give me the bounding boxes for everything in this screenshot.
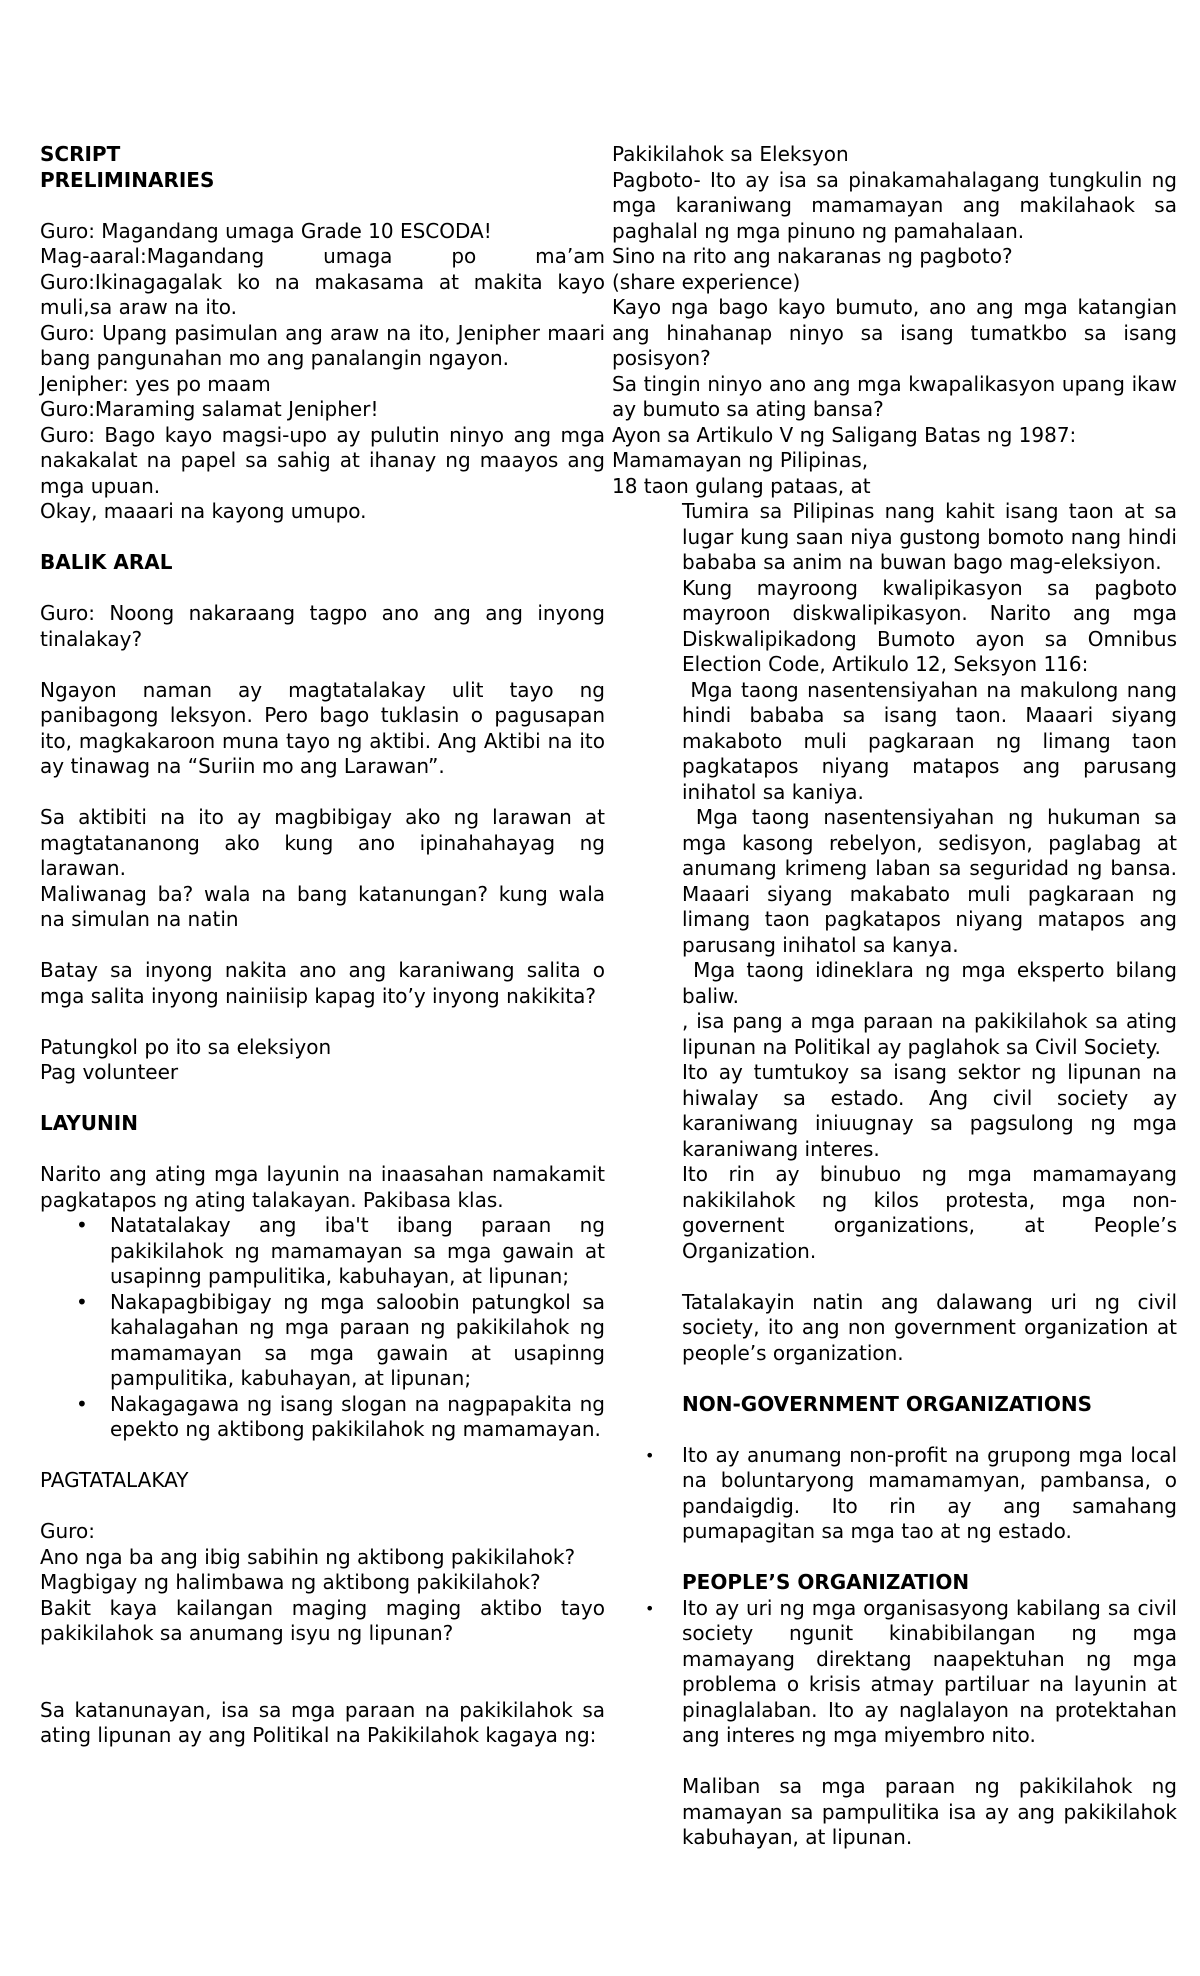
guro-label: Guro:	[40, 1519, 95, 1543]
eleksyon-title: Pakikilahok sa Eleksyon	[612, 142, 849, 166]
pagtatalakay-question: Bakit kaya kailangan maging maging aktibo tayo pakikilahok sa anumang isyu ng lipunan?	[40, 1595, 605, 1645]
maliwanag-paragraph: Maliwanag ba? wala na bang katanungan? kung wala na simulan na natin	[40, 881, 605, 931]
disqualification-item: Mga taong idineklara ng mga eksperto bilang baliw.	[682, 958, 1184, 1008]
dialogue-line: Jenipher: yes po maam	[40, 371, 271, 396]
binubuo-paragraph: Ito rin ay binubuo ng mga mamamayang nakikilahok ng kilos protesta, mga non-governent organizations, at People’s Organization.	[682, 1162, 1177, 1263]
tingin-paragraph: Sa tingin ninyo ano ang mga kwapalikasyon upang ikaw ay bumuto sa ating bansa?	[612, 371, 1177, 421]
requirement-line: Mamamayan ng Pilipinas,	[612, 448, 869, 472]
dialogue-line: Guro: Bago kayo magsi-upo ay pulutin ninyo ang mga nakakalat na papel sa sahig at ihanay ng maayos ang mga upuan.	[40, 422, 605, 498]
po-heading: PEOPLE’S ORGANIZATION	[682, 1570, 970, 1594]
bullet-icon: •	[76, 1213, 88, 1237]
ngo-item: • Ito ay anumang non-profit na grupong mga local na boluntaryong mamamamyan, pambansa, o pandaigdig. Ito rin ay ang samahang pumapagitan sa mga tao at ng estado.	[645, 1442, 1177, 1543]
batay-paragraph: Batay sa inyong nakita ano ang karaniwang salita o mga salita inyong nainiisip kapag ito’y inyong nakikita?	[40, 958, 605, 1008]
left-column	[40, 142, 605, 1749]
dialogue-line: Guro: Upang pasimulan ang araw na ito, Jenipher maari bang pangunahan mo ang panalangin ngayon.	[40, 320, 605, 370]
po-item: • Ito ay uri ng mga organisasyong kabilang sa civil society ngunit kinabibilangan ng mga mamayang direktang naapektuhan ng mga problema o krisis atmay partiluar na layunin at pinaglalaban. Ito ay naglalayon na protektahan ang interes ng mga miyembro nito.	[645, 1595, 1177, 1747]
layunin-intro: Narito ang ating mga layunin na inaasahan namakamit pagkatapos ng ating talakayan. Pakibasa klas.	[40, 1162, 605, 1212]
script-title: SCRIPT	[40, 142, 121, 166]
pagboto-paragraph: Pagboto- Ito ay isa sa pinakamahalagang tungkulin ng mga karaniwang mamamayan ang makilahaok sa paghalal ng mga pinuno ng pamahalaan.	[612, 167, 1177, 243]
answer-line: Patungkol po ito sa eleksiyon	[40, 1034, 332, 1059]
layunin-item: • Nakapagbibigay ng mga saloobin patungkol sa kahalagahan ng mga paraan ng pakikilahok ng mamamayan sa mga gawain at usapinng pampulitika, kabuhayan, at lipunan;	[76, 1289, 605, 1390]
dialogue-line: Mag-aaral:Magandang umaga po ma’am	[40, 244, 605, 268]
disqualification-item: Mga taong nasentensiyahan ng hukuman sa mga kasong rebelyon, sedisyon, paglabag at anumang krimeng laban sa seguridad ng bansa. Maaari siyang makabato muli pagkaraan ng limang taon pagkatapos niyang matapos ang parusang inihatol sa kanya.	[682, 805, 1184, 957]
pagtatalakay-question: Ano nga ba ang ibig sabihin ng aktibong pakikilahok?	[40, 1544, 576, 1569]
layunin-heading: LAYUNIN	[40, 1111, 138, 1135]
pagtatalakay-question: Magbigay ng halimbawa ng aktibong pakikilahok?	[40, 1570, 541, 1594]
layunin-item: • Natatalakay ang iba't ibang paraan ng pakikilahok ng mamamayan sa mga gawain at usapinng pampulitika, kabuhayan, at lipunan;	[76, 1213, 605, 1288]
artikulo-line: Ayon sa Artikulo V ng Saligang Batas ng 1987:	[612, 422, 1077, 447]
aktibiti-paragraph: Sa aktibiti na ito ay magbibigay ako ng larawan at magtatananong ako kung ano ipinahahayag ng larawan.	[40, 805, 605, 880]
ngo-heading: NON-GOVERNMENT ORGANIZATIONS	[682, 1391, 1092, 1416]
requirement-line: 18 taon gulang pataas, at	[612, 473, 871, 498]
share-note: (share experience)	[612, 269, 801, 294]
dialogue-line: Guro:Maraming salamat Jenipher!	[40, 397, 379, 421]
bullet-icon: •	[76, 1289, 88, 1314]
balik-aral-question: Guro: Noong nakaraang tagpo ano ang ang inyong tinalakay?	[40, 601, 605, 651]
dialogue-line: Okay, maaari na kayong umupo.	[40, 499, 367, 523]
preliminaries-heading: PRELIMINARIES	[40, 167, 215, 192]
balik-aral-heading: BALIK ARAL	[40, 550, 173, 574]
answer-line: Pag volunteer	[40, 1060, 179, 1084]
tumira-paragraph: Tumira sa Pilipinas nang kahit isang taon at sa lugar kung saan niya gustong bomoto nang hindi bababa sa anim na buwan bago mag-eleksiyon.	[682, 499, 1177, 574]
right-column	[612, 142, 1184, 1851]
layunin-item: • Nakagagawa ng isang slogan na nagpapakita ng epekto ng aktibong pakikilahok ng mamamayan.	[76, 1391, 605, 1441]
bullet-icon: •	[76, 1391, 88, 1416]
tatalakayin-paragraph: Tatalakayin natin ang dalawang uri ng civil society, ito ang non government organization at people’s organization.	[682, 1289, 1177, 1365]
maliban-paragraph: Maliban sa mga paraan ng pakikilahok ng mamayan sa pampulitika isa ay ang pakikilahok kabuhayan, at lipunan.	[682, 1774, 1177, 1849]
bullet-icon: •	[645, 1445, 655, 1465]
layunin-list	[40, 1213, 605, 1443]
pagtatalakay-heading: PAGTATALAKAY	[40, 1468, 189, 1492]
dialogue-line: Guro: Magandang umaga Grade 10 ESCODA!	[40, 218, 492, 243]
sino-question: Sino na rito ang nakaranas ng pagboto?	[612, 244, 1013, 268]
kayo-paragraph: Kayo nga bago kayo bumuto, ano ang mga katangian ang hinahanap ninyo sa isang tumatkbo sa isang posisyon?	[612, 295, 1177, 370]
dialogue-line: Guro:Ikinagagalak ko na makasama at makita kayo muli,sa araw na ito.	[40, 269, 605, 319]
kung-paragraph: Kung mayroong kwalipikasyon sa pagboto mayroon diskwalipikasyon. Narito ang mga Diskwalipikadong Bumoto ayon sa Omnibus Election Code, Artikulo 12, Seksyon 116:	[682, 575, 1177, 676]
ngayon-paragraph: Ngayon naman ay magtatalakay ulit tayo ng panibagong leksyon. Pero bago tuklasin o pagusapan ito, magkakaroon muna tayo ng aktibi. Ang Aktibi na ito ay tinawag na “Suriin mo ang Larawan”.	[40, 677, 605, 778]
tumutukoy-paragraph: Ito ay tumtukoy sa isang sektor ng lipunan na hiwalay sa estado. Ang civil society ay karaniwang iniuugnay sa pagsulong ng mga karaniwang interes.	[682, 1060, 1177, 1161]
bullet-icon: •	[645, 1598, 655, 1618]
civil-paragraph: , isa pang a mga paraan na pakikilahok sa ating lipunan na Politikal ay paglahok sa Civil Society.	[682, 1009, 1177, 1059]
disqualification-item: Mga taong nasentensiyahan na makulong nang hindi bababa sa isang taon. Maaari siyang makaboto muli pagkaraan ng limang taon pagkatapos niyang matapos ang parusang inihatol sa kaniya.	[682, 677, 1184, 804]
katanunayan-paragraph: Sa katanunayan, isa sa mga paraan na pakikilahok sa ating lipunan ay ang Politikal na Pakikilahok kagaya ng:	[40, 1697, 605, 1747]
